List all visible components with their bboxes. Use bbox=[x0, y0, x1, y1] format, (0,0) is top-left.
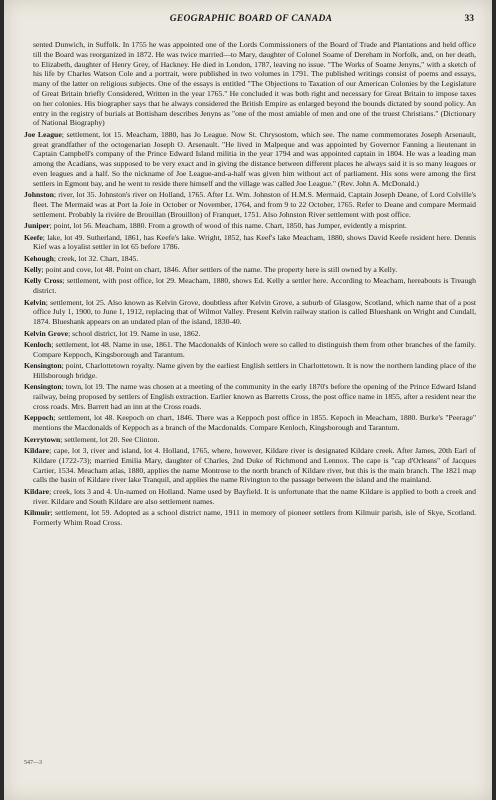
entry-text: ; point and cove, lot 48. Point on chart, 1846. After settlers of the name. The property here is still owned by a Kelly. bbox=[41, 265, 398, 275]
entry-text: ; point, lot 56. Meacham, 1880. From a growth of wood of this name. Chart, 1850, has Jumper, evidently a misprint. bbox=[49, 221, 407, 231]
entry-text: sented Dunwich, in Suffolk. In 1755 he was appointed one of the Lords Commissioners of the Board of Trade and Plantations and held office till the Board was reorganized in 1872. He was twice married—to Mary, daughter of Colonel Soame of Dereham in Norfolk, and, on her death, to Elizabeth, daughter of Henry Grey, of Hackney. He died in London, 1787, leaving no issue. "The Works of Soame Jenyns," with a sketch of his life by Charles Watson Cole and a portrait, were published in two volumes in 1791. The published writings consist of poems and essays, many of the latter on religious subjects. One of the essays is entitled "The Objections to Taxation of our American Colonies by the Legislature of Great Britain briefly Considered, Written in the year 1765." He concluded it was both right and necessary for Great Britain to impose taxes on her colonies. His biographer says that he always considered the British Empire as enlarged beyond the bounds dictated by sound policy. An entry in the registry of burials at Bottisham describes Jenyns as "one of the most amiable of men and one of the truest Christians." (Dictionary of National Biography) bbox=[33, 40, 476, 128]
gazetteer-entry bbox=[24, 508, 476, 528]
entry-text: ; settlement, lot 15. Meacham, 1880, has Jo League. Now St. Chrysostom, which see. The name commemorates Joseph Arsenault, great grandfather of the octogenarian Joseph O. Arsenault. "He lived in Malpeque and was appointed by Governor Fanning a lieutenant in Captain Campbell's company of the Prince Edward Island militia in the year 1794 and was appointed captain in 1804. He was a leading man among the Acadians, was supposed to be very exact and in giving the distance between different places he always said it is so many leagues or even leagues and a half. So the nickname of Joe League-and-a-half was given him without act of parliament. His sons were among the first settlers in Egmont bay, and he went to reside there himself and the village was called Joe League." (Rev. John A. McDonald.) bbox=[33, 129, 476, 188]
printer-mark: 547—3 bbox=[24, 760, 42, 766]
entry-term: Keppoch bbox=[24, 413, 54, 423]
gazetteer-entry bbox=[24, 40, 476, 128]
gazetteer-entry bbox=[24, 361, 476, 381]
running-title: GEOGRAPHIC BOARD OF CANADA bbox=[169, 14, 333, 24]
entry-term: Kelvin bbox=[24, 297, 46, 307]
entry-term: Keefe bbox=[24, 232, 43, 242]
entry-text: ; settlement, lot 25. Also known as Kelvin Grove, doubtless after Kelvin Grove, a suburb of Glasgow, Scotland, which name that of a post office July 1, 1900, to June 1, 1912, replacing that of Wilmot Valley. Present Kelvin railway station is called Blueshank on Wright and Cundall, 1874. Blueshank appears on an undated plan of the island, 1830-40. bbox=[33, 297, 476, 327]
gazetteer-entry bbox=[24, 340, 476, 360]
page-number: 33 bbox=[464, 14, 474, 24]
document-page bbox=[4, 0, 492, 800]
entry-text: ; lake, lot 49. Sutherland, 1861, has Keefe's lake. Wright, 1852, has Keef's lake Meacham, 1880, shows David Keefe resident here. Dennis Kief was a loyalist settler in lot 65 before 1786. bbox=[33, 232, 476, 252]
entry-text: ; town, lot 19. The name was chosen at a meeting of the community in the early 1870's before the opening of the Prince Edward Island railway, being proposed by settlers of English extraction. Earlier known as Barretts Cross, the post office name in 1855, after a resident near the cross roads. Mrs. Barrett had an inn at the Cross roads. bbox=[33, 382, 476, 412]
entry-term: Kenloch bbox=[24, 340, 52, 350]
entry-term: Kelly bbox=[24, 265, 42, 275]
entry-text: ; school district, lot 19. Name in use, 1862. bbox=[68, 328, 201, 338]
entry-text: ; settlement, lot 48. Keepoch on chart, 1846. There was a Keppoch post office in 1855. Kepoch in Meacham, 1880. Burke's "Peerage" mentions the Macdonalds of Keppoch as a branch of the Macdonalds. Compare Kenloch, Kingsborough and Tarantum. bbox=[33, 413, 476, 433]
entry-text: ; river, lot 35. Johnston's river on Holland, 1765. After Lt. Wm. Johnston of H.M.S. Mermaid, Captain Joseph Deane, of Lord Colville's fleet. The Mermaid was at Port la Joie in October or November, 1764, and from 9 to 22 October, 1765. Refer to Deane and compare Mermaid settlement. Probably la rivière de Brouillan (Brouillon) of Franquet, 1751. Also Johnston River settlement with post office. bbox=[33, 190, 476, 219]
entry-term: Kildare bbox=[24, 445, 50, 455]
page-header bbox=[24, 14, 478, 28]
entry-text: ; settlement, lot 59. Adopted as a school district name, 1911 in memory of pioneer settlers from Kilmuir parish, isle of Skye, Scotland. Formerly Whim Road Cross. bbox=[33, 507, 476, 527]
entry-term: Kerrytown bbox=[24, 434, 61, 444]
entry-term: Kelvin Grove bbox=[24, 328, 69, 338]
entry-text: ; point, Charlottetown royalty. Name given by the earliest English settlers in Charlottetown. It is now the northern landing place of the Hillsborough bridge. bbox=[33, 361, 476, 381]
entry-term: Johnston bbox=[24, 190, 54, 200]
gazetteer-entry bbox=[24, 190, 476, 219]
entry-term: Kensington bbox=[24, 382, 62, 392]
gazetteer-entry bbox=[24, 254, 476, 264]
entry-text: ; creek, lot 32. Chart, 1845. bbox=[53, 253, 139, 263]
entry-term: Kehough bbox=[24, 253, 54, 263]
gazetteer-entry bbox=[24, 221, 476, 231]
gazetteer-entry bbox=[24, 130, 476, 189]
entry-term: Juniper bbox=[24, 221, 50, 231]
gazetteer-text bbox=[24, 40, 476, 529]
gazetteer-entry bbox=[24, 446, 476, 485]
gazetteer-entry bbox=[24, 487, 476, 507]
gazetteer-entry bbox=[24, 276, 476, 296]
entry-term: Kilmuir bbox=[24, 507, 51, 517]
entry-text: ; settlement, with post office, lot 29. Meacham, 1880, shows Ed. Kelly a settler here. According to Meacham, hereabouts is Treaugh district. bbox=[33, 276, 476, 296]
gazetteer-entry bbox=[24, 329, 476, 339]
gazetteer-entry bbox=[24, 265, 476, 275]
entry-text: ; settlement, lot 48. Name in use, 1861. The Macdonalds of Kinloch were so called to distinguish them from other branches of the family. Compare Keppoch, Kingsborough and Tarantum. bbox=[33, 340, 476, 359]
entry-text: ; creek, lots 3 and 4. Un-named on Holland. Name used by Bayfield. It is unfortunate that the name Kildare is applied to both a creek and river. Kildare and South Kildare are also settlement names. bbox=[33, 486, 476, 506]
entry-text: ; cape, lot 3, river and island, lot 4. Holland, 1765, where, however, Kildare river is designated Kildare creek. After James, 20th Earl of Kildare (1722-73); married Emilia Mary, daughter of Charles, 2nd Duke of Richmond and Lennox. The cape is "cap d'Orleans" of Jacques Cartier, 1534. Meacham atlas, 1880, applies the name Montrose to the north branch of Kildare river, but this is the main branch. The 1821 map calls the basin of Kildare river lake Tranquil, and applies the name Rivington to the passage between the island and the mainland. bbox=[33, 445, 476, 485]
gazetteer-entry bbox=[24, 382, 476, 411]
gazetteer-entry bbox=[24, 233, 476, 253]
entry-term: Kelly Cross bbox=[24, 276, 63, 286]
entry-text: ; settlement, lot 20. See Clinton. bbox=[60, 434, 160, 444]
entry-term: Kensington bbox=[24, 361, 62, 371]
entry-term: Kildare bbox=[24, 486, 50, 496]
gazetteer-entry bbox=[24, 435, 476, 445]
entry-term: Joe League bbox=[24, 129, 62, 139]
gazetteer-entry bbox=[24, 298, 476, 327]
gazetteer-entry bbox=[24, 413, 476, 433]
